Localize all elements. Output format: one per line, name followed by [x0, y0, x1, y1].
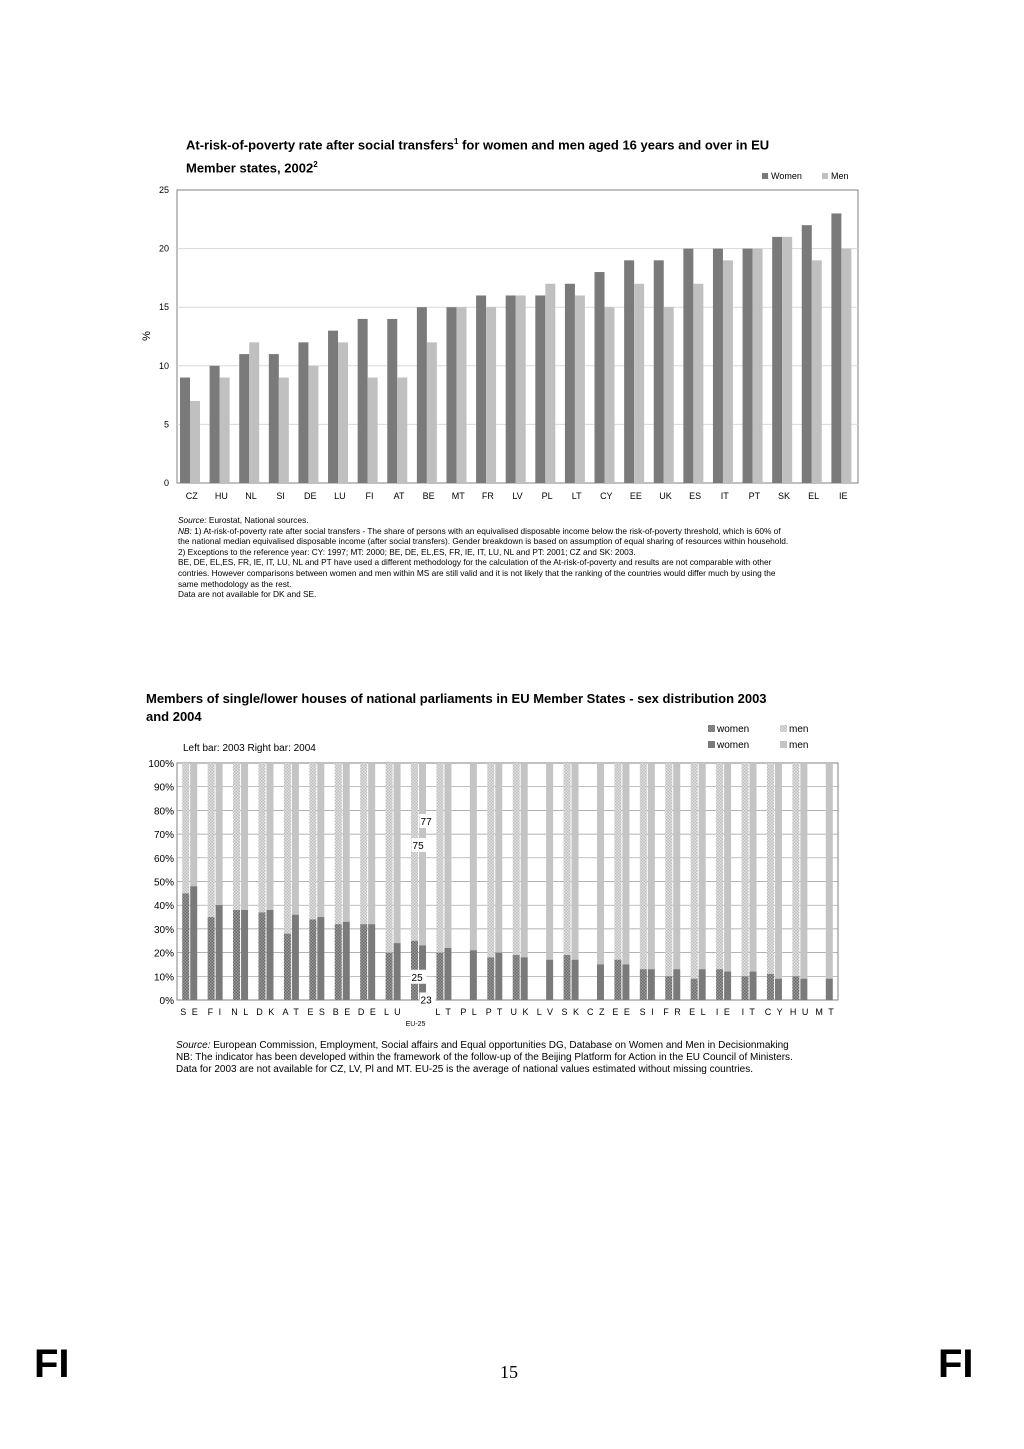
- bar-men-2004: [724, 763, 731, 972]
- bar-women-2004: [750, 972, 757, 1000]
- x-tick-label: I T: [741, 1007, 757, 1017]
- x-tick-label: D K: [256, 1007, 276, 1017]
- x-tick-label: P L: [460, 1007, 479, 1017]
- bar-men-2004: [622, 763, 629, 964]
- bar-women: [387, 319, 397, 483]
- x-tick-label: E E: [612, 1007, 632, 1017]
- y-tick-label: 50%: [153, 877, 174, 889]
- x-tick-label: C Z: [586, 1007, 606, 1017]
- bar-women-2004: [216, 905, 223, 1000]
- bar-women: [624, 260, 634, 483]
- legend-label-women: Women: [771, 171, 802, 181]
- x-tick-label: M T: [815, 1007, 836, 1017]
- x-tick-label: SK: [777, 491, 790, 501]
- chart2-notes: Source: European Commission, Employment, Social affairs and Equal opportunities DG, Database on Women and Men in Decisionmaking NB: The indicator has been developed within the framework of the follow-up of the Beijing Platform for Action in the EU Council of Ministers. Data for 2003 are not available for CZ, LV, Pl and MT. EU-25 is the average of national values estimated without missing countries.: [176, 1040, 793, 1075]
- legend-swatch-women-2004: [708, 741, 715, 748]
- bar-men: [753, 249, 763, 483]
- bar-women-2004: [800, 979, 807, 1000]
- bar-women-2004: [699, 969, 706, 1000]
- chart1-title: At-risk-of-poverty rate after social transfers$^1$ for women and men aged 16 years and over in EU Member states, 2002$^2$: [186, 137, 770, 176]
- data-label-men-2004: 77: [420, 817, 432, 828]
- bar-women: [802, 225, 812, 483]
- chart-subtitle: Left bar: 2003 Right bar: 2004: [183, 743, 316, 754]
- x-tick-label: IE: [838, 491, 848, 501]
- bar-men: [693, 284, 703, 483]
- bar-men: [308, 366, 318, 483]
- bar-women-2004: [572, 960, 579, 1000]
- bar-women-2003: [487, 957, 494, 1000]
- bar-women-2004: [495, 953, 502, 1000]
- legend-swatch-women-2003: [708, 725, 715, 732]
- data-label-women-2003: 25: [411, 972, 423, 984]
- y-tick-label: 90%: [153, 782, 174, 794]
- x-tick-label: CZ: [185, 491, 198, 501]
- legend-swatch-men: [822, 173, 828, 179]
- bar-men-2004: [750, 763, 757, 972]
- bar-women-2004: [190, 886, 197, 1000]
- bar-men-2004: [648, 763, 655, 969]
- bar-men-2003: [233, 763, 240, 910]
- legend-label-women-2003: women: [717, 724, 750, 735]
- legend-label-men-2003: men: [789, 724, 809, 735]
- bar-women: [269, 354, 279, 483]
- bar-men-2004: [292, 763, 299, 915]
- bar-men-2004: [546, 763, 553, 960]
- bar-women-2004: [368, 924, 375, 1000]
- x-tick-label: S K: [561, 1007, 581, 1017]
- bar-men-2004: [826, 763, 833, 979]
- bar-women-2004: [724, 972, 731, 1000]
- bar-men-2004: [241, 763, 248, 910]
- bar-women-2004: [343, 922, 350, 1000]
- bar-men: [723, 260, 733, 483]
- bar-men-2004: [368, 763, 375, 924]
- bar-women: [446, 307, 456, 483]
- bar-men: [605, 307, 615, 483]
- bar-men-2004: [673, 763, 680, 969]
- poverty-rate-chart: [0, 160, 1024, 515]
- bar-women-2003: [182, 893, 189, 1000]
- bar-men: [782, 237, 792, 483]
- chart2-title: Members of single/lower houses of national parliaments in EU Member States - sex distribution 2003 and 2004: [146, 691, 767, 724]
- x-tick-label: HU: [214, 491, 228, 501]
- y-tick-label: 10: [158, 360, 169, 371]
- x-tick-label: I E: [715, 1007, 732, 1017]
- bar-men-2004: [597, 763, 604, 964]
- x-tick-label: ES: [689, 491, 702, 501]
- y-tick-label: 0: [163, 478, 169, 488]
- bar-women-2004: [317, 917, 324, 1000]
- x-tick-label: N L: [231, 1007, 250, 1017]
- bar-men: [427, 342, 437, 483]
- bar-women: [358, 319, 368, 483]
- x-tick-label: A T: [282, 1007, 301, 1017]
- bar-men-2003: [792, 763, 799, 976]
- page-number: 15: [500, 1362, 518, 1382]
- x-tick-label: AT: [393, 491, 405, 501]
- bar-women-2003: [716, 969, 723, 1000]
- legend-label-women-2004: women: [717, 740, 750, 751]
- bar-men-2003: [767, 763, 774, 974]
- legend-swatch-men-2004: [780, 741, 787, 748]
- bar-women-2003: [691, 979, 698, 1000]
- bar-men-2003: [614, 763, 621, 960]
- bar-women-2004: [241, 910, 248, 1000]
- bar-men-2004: [216, 763, 223, 905]
- bar-men-2003: [258, 763, 265, 912]
- bar-men-2004: [266, 763, 273, 910]
- y-axis-label: %: [141, 331, 153, 341]
- bar-women: [328, 331, 338, 483]
- bar-women-2004: [826, 979, 833, 1000]
- x-tick-label: F R: [663, 1007, 683, 1017]
- bar-men-2004: [495, 763, 502, 953]
- x-tick-label: MT: [451, 491, 465, 501]
- bar-men: [545, 284, 555, 483]
- bar-men-2003: [360, 763, 367, 924]
- x-tick-label: SI: [276, 491, 285, 501]
- x-tick-label: L V: [536, 1007, 555, 1017]
- bar-men-2004: [394, 763, 401, 943]
- x-tick-label: EL: [808, 491, 820, 501]
- bar-women: [743, 249, 753, 483]
- y-tick-label: 20%: [153, 948, 174, 960]
- bar-men: [575, 295, 585, 483]
- bar-men-2003: [335, 763, 342, 924]
- bar-men-2003: [386, 763, 393, 953]
- y-tick-label: 30%: [153, 924, 174, 936]
- x-tick-label: LU: [334, 491, 346, 501]
- x-tick-label-eu25: EU-25: [405, 1021, 426, 1028]
- bar-women-2004: [546, 960, 553, 1000]
- bar-men: [634, 284, 644, 483]
- bar-women: [417, 307, 427, 483]
- x-tick-label: E L: [689, 1007, 708, 1017]
- bar-women-2003: [665, 976, 672, 1000]
- y-tick-label: 25: [158, 185, 169, 195]
- x-tick-label: S I: [639, 1007, 656, 1017]
- legend-swatch-women: [762, 173, 768, 179]
- bar-men-2003: [691, 763, 698, 979]
- bar-men-2003: [487, 763, 494, 957]
- x-tick-label: S E: [180, 1007, 200, 1017]
- bar-women: [831, 213, 841, 483]
- bar-women-2003: [767, 974, 774, 1000]
- bar-men-2003: [436, 763, 443, 953]
- x-tick-label: B E: [332, 1007, 352, 1017]
- bar-women-2003: [208, 917, 215, 1000]
- bar-men: [279, 378, 289, 483]
- bar-women: [506, 295, 516, 483]
- bar-men: [516, 295, 526, 483]
- y-tick-label: 5: [163, 419, 169, 430]
- bar-men-2004: [190, 763, 197, 886]
- x-tick-label: BE: [422, 491, 435, 501]
- bar-men: [486, 307, 496, 483]
- bar-men-2004: [572, 763, 579, 960]
- bar-women-2004: [394, 943, 401, 1000]
- bar-women-2003: [640, 969, 647, 1000]
- bar-women-2004: [673, 969, 680, 1000]
- bar-women-2003: [614, 960, 621, 1000]
- bar-women-2004: [521, 957, 528, 1000]
- bar-women-2003: [386, 953, 393, 1000]
- bar-women-2004: [470, 950, 477, 1000]
- legend-label-men-2004: men: [789, 740, 809, 751]
- bar-women: [298, 342, 308, 483]
- x-tick-label: D E: [357, 1007, 378, 1017]
- bar-men-2004: [521, 763, 528, 957]
- chart1-notes: Source: Eurostat, National sources. NB: 1) At-risk-of-poverty rate after social transfers - The share of persons with an equivalised disposable income below the risk-of-poverty threshold, which is 60% of the national median equivalised disposable income (after social transfers). Gender breakdown is based on assumption of equal sharing of resources within household. 2) Exceptions to the reference year: CY: 1997; MT: 2000; BE, DE, EL,ES, FR, IE, IT, LU, NL and PT: 2001; CZ and SK: 2003. BE, DE, EL,ES, FR, IE, IT, LU, NL and PT have used a different methodology for the calculation of the At-risk-of-poverty and results are not comparable with other contries. However comparisons between women and men within MS are still valid and it is not likely that the ranking of the countries would differ much by using the same methodology as the rest. Data are not available for DK and SE.: [178, 515, 789, 600]
- bar-women: [210, 366, 220, 483]
- bar-women: [772, 237, 782, 483]
- footer-language-right: FI: [938, 1342, 974, 1386]
- bar-women-2004: [597, 964, 604, 1000]
- bar-women-2004: [292, 915, 299, 1000]
- bar-women-2003: [335, 924, 342, 1000]
- bar-women: [180, 378, 190, 483]
- x-tick-label: H U: [789, 1007, 810, 1017]
- x-tick-label: IT: [720, 491, 729, 501]
- bar-women: [654, 260, 664, 483]
- x-tick-label: PL: [541, 491, 553, 501]
- x-tick-label: E S: [307, 1007, 327, 1017]
- bar-men: [190, 401, 200, 483]
- bar-women-2003: [564, 955, 571, 1000]
- bar-men: [812, 260, 822, 483]
- x-tick-label: LT: [571, 491, 582, 501]
- bar-women-2004: [266, 910, 273, 1000]
- bar-women-2003: [284, 934, 291, 1000]
- bar-men-2003: [208, 763, 215, 917]
- bar-men: [456, 307, 466, 483]
- x-tick-label: F I: [207, 1007, 223, 1017]
- y-tick-label: 70%: [153, 830, 174, 842]
- y-tick-label: 10%: [153, 972, 174, 984]
- bar-men: [397, 378, 407, 483]
- bar-men-2003: [284, 763, 291, 934]
- bar-women: [476, 295, 486, 483]
- x-tick-label: L T: [435, 1007, 453, 1017]
- bar-women-2003: [360, 924, 367, 1000]
- bar-men: [664, 307, 674, 483]
- bar-men: [338, 342, 348, 483]
- data-label-women-2004: 23: [420, 995, 432, 1007]
- x-tick-label: EE: [629, 491, 642, 501]
- bar-men-2004: [317, 763, 324, 917]
- parliament-sex-distribution-chart: [0, 720, 1024, 1035]
- bar-men: [220, 378, 230, 483]
- y-tick-label: 15: [158, 302, 169, 313]
- bar-men-2003: [640, 763, 647, 969]
- bar-men-2004: [800, 763, 807, 979]
- bar-women-2004: [775, 979, 782, 1000]
- x-tick-label: FR: [481, 491, 494, 501]
- bar-women-2003: [233, 910, 240, 1000]
- bar-women-2003: [258, 912, 265, 1000]
- y-tick-label: 100%: [148, 759, 174, 770]
- bar-women-2004: [648, 969, 655, 1000]
- bar-women: [713, 249, 723, 483]
- y-tick-label: 40%: [153, 901, 174, 913]
- x-tick-label: C Y: [764, 1007, 785, 1017]
- legend-label-men: Men: [831, 171, 849, 181]
- y-tick-label: 20: [158, 243, 169, 254]
- bar-men: [841, 249, 851, 483]
- y-tick-label: 0%: [159, 996, 174, 1007]
- bar-men-2003: [665, 763, 672, 976]
- bar-men-2004: [775, 763, 782, 979]
- x-tick-label: L U: [384, 1007, 403, 1017]
- x-tick-label: UK: [659, 491, 672, 501]
- bar-women-2003: [309, 919, 316, 1000]
- footer-language-left: FI: [34, 1342, 70, 1386]
- bar-men-2004: [699, 763, 706, 969]
- legend-swatch-men-2003: [780, 725, 787, 732]
- bar-men-2004: [444, 763, 451, 948]
- bar-men: [368, 378, 378, 483]
- data-label-men-2003: 75: [412, 841, 424, 852]
- x-tick-label: PT: [748, 491, 761, 501]
- bar-women-2003: [436, 953, 443, 1000]
- bar-women: [683, 249, 693, 483]
- bar-men: [249, 342, 259, 483]
- bar-men-2003: [513, 763, 520, 955]
- bar-women: [565, 284, 575, 483]
- bar-men-2003: [716, 763, 723, 969]
- bar-men-2003: [182, 763, 189, 893]
- x-tick-label: FI: [365, 491, 374, 501]
- bar-men-2003: [564, 763, 571, 955]
- x-tick-label: LV: [512, 491, 523, 501]
- bar-women: [239, 354, 249, 483]
- bar-women-2003: [513, 955, 520, 1000]
- bar-women-2004: [622, 964, 629, 1000]
- bar-men-2003: [309, 763, 316, 919]
- x-tick-label: NL: [245, 491, 257, 501]
- x-tick-label: U K: [510, 1007, 530, 1017]
- bar-men-2004: [470, 763, 477, 950]
- bar-women-2004: [444, 948, 451, 1000]
- bar-women: [595, 272, 605, 483]
- bar-women: [535, 295, 545, 483]
- y-tick-label: 80%: [153, 806, 174, 818]
- x-tick-label: P T: [485, 1007, 504, 1017]
- x-tick-label: CY: [600, 491, 613, 501]
- bar-women-2003: [792, 976, 799, 1000]
- y-tick-label: 60%: [153, 853, 174, 865]
- bar-men-2004: [419, 763, 426, 945]
- x-tick-label: DE: [303, 491, 317, 501]
- bar-men-2003: [742, 763, 749, 976]
- bar-women-2003: [742, 976, 749, 1000]
- bar-men-2004: [343, 763, 350, 922]
